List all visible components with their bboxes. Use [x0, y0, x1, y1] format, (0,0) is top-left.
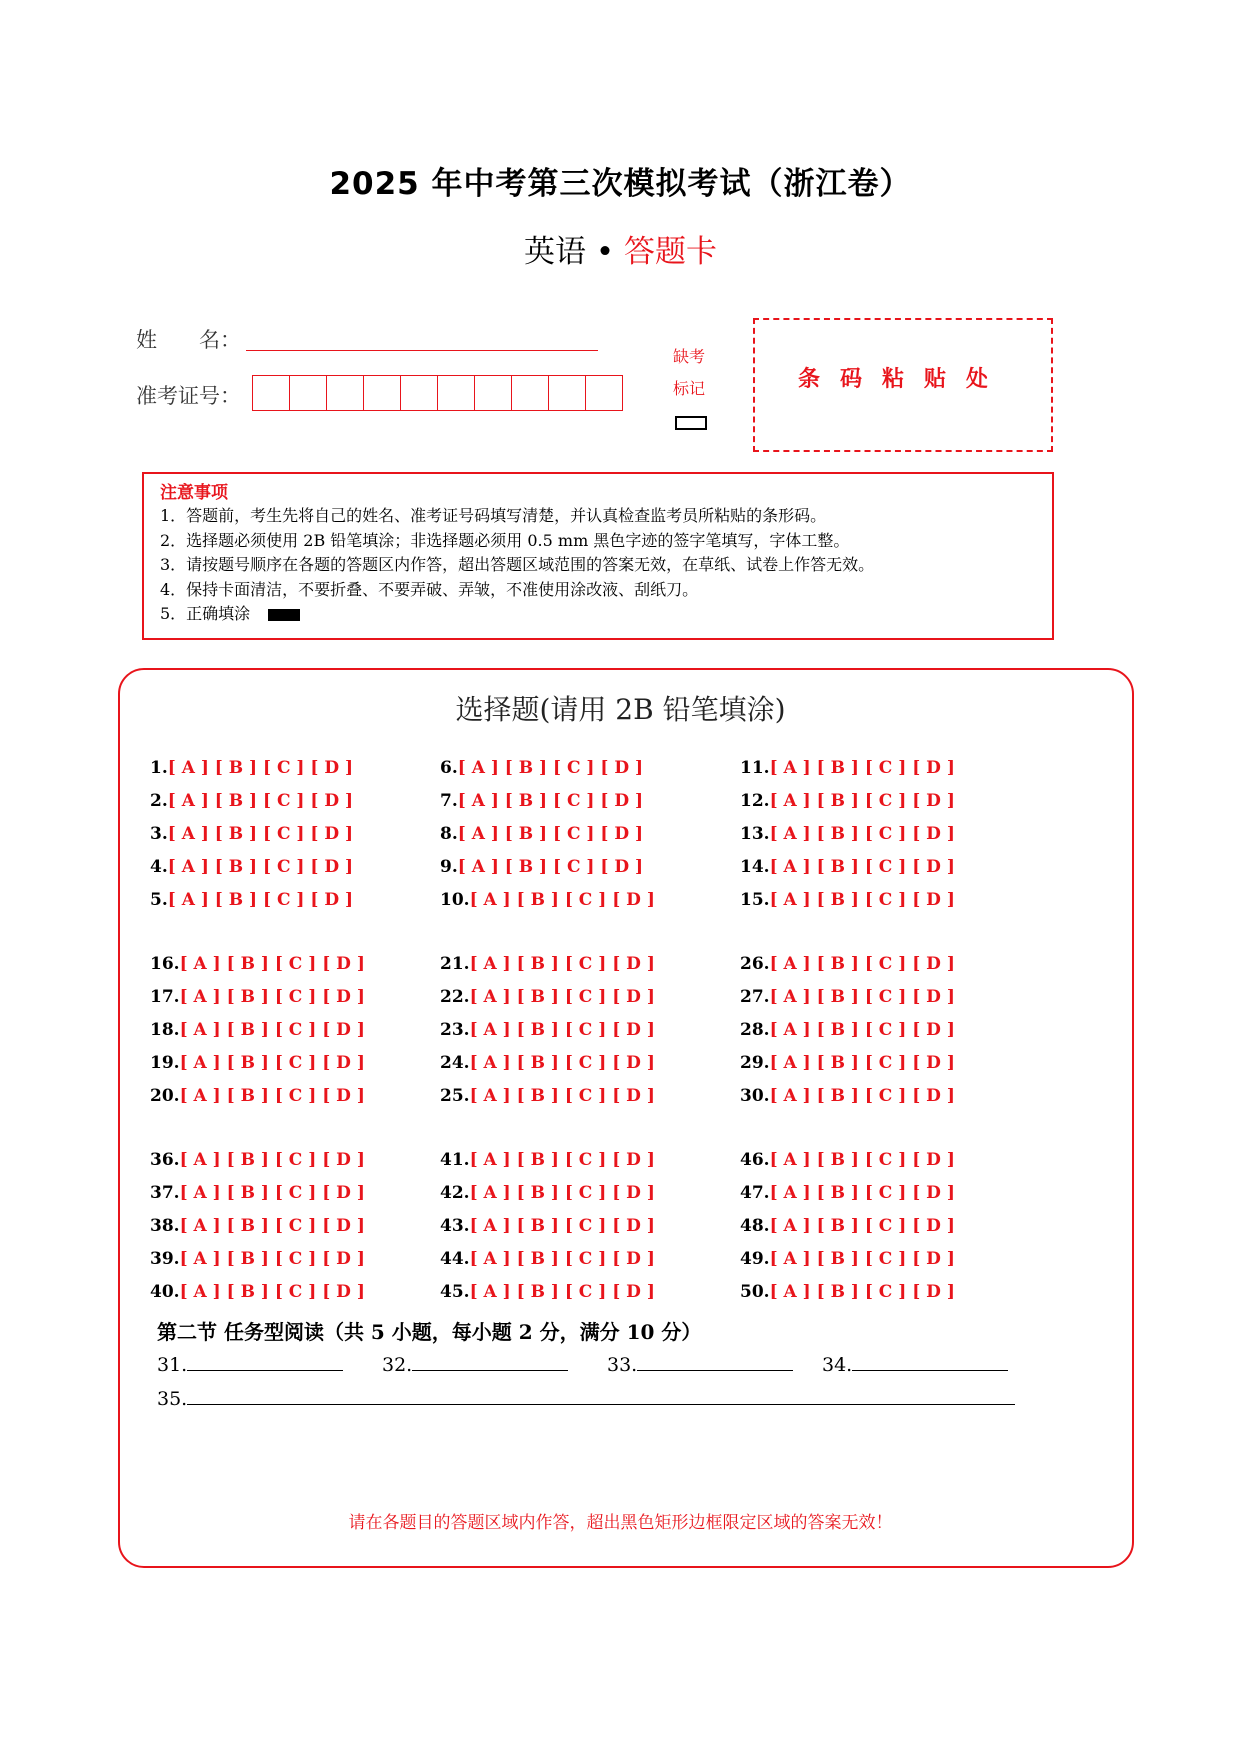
answer-34-line[interactable] [852, 1370, 1008, 1371]
question-row[interactable] [440, 1047, 720, 1080]
question-number: 25. [440, 1086, 470, 1106]
answer-options[interactable]: [ A ] [ B ] [ C ] [ D ] [769, 1282, 955, 1302]
answer-35[interactable] [157, 1388, 1015, 1410]
question-column [150, 948, 430, 1113]
question-number: 13. [740, 824, 770, 844]
question-row[interactable] [740, 1276, 1020, 1309]
question-row[interactable] [150, 1047, 430, 1080]
question-row[interactable] [150, 1144, 430, 1177]
answer-options[interactable]: [ A ] [ B ] [ C ] [ D ] [769, 824, 955, 844]
question-row[interactable] [740, 1177, 1020, 1210]
id-digit-box[interactable] [289, 375, 327, 411]
notice-item: 2．选择题必须使用 2B 铅笔填涂；非选择题必须用 0.5 mm 黑色字迹的签字笔填写，字体工整。 [160, 530, 850, 550]
name-label: 姓 名： [136, 328, 241, 352]
answer-options[interactable]: [ A ] [ B ] [ C ] [ D ] [469, 1183, 655, 1203]
id-digit-box[interactable] [437, 375, 475, 411]
question-row[interactable] [440, 884, 720, 917]
id-digit-box[interactable] [326, 375, 364, 411]
question-row[interactable] [740, 1210, 1020, 1243]
question-number: 46. [740, 1150, 770, 1170]
id-digit-box[interactable] [252, 375, 290, 411]
question-number: 17. [150, 987, 180, 1007]
answer-options[interactable]: [ A ] [ B ] [ C ] [ D ] [179, 1183, 365, 1203]
question-row[interactable] [150, 948, 430, 981]
question-number: 41. [440, 1150, 470, 1170]
answer-options[interactable]: [ A ] [ B ] [ C ] [ D ] [769, 1249, 955, 1269]
question-row[interactable] [150, 1014, 430, 1047]
question-row[interactable] [740, 851, 1020, 884]
question-number: 6. [440, 758, 458, 778]
answer-options[interactable]: [ A ] [ B ] [ C ] [ D ] [469, 1282, 655, 1302]
answer-options[interactable]: [ A ] [ B ] [ C ] [ D ] [769, 1216, 955, 1236]
question-number: 12. [740, 791, 770, 811]
question-row[interactable] [150, 1177, 430, 1210]
answer-33[interactable] [607, 1354, 793, 1376]
question-number: 48. [740, 1216, 770, 1236]
answer-options[interactable]: [ A ] [ B ] [ C ] [ D ] [167, 758, 354, 778]
question-number: 20. [150, 1086, 180, 1106]
answer-options[interactable]: [ A ] [ B ] [ C ] [ D ] [179, 954, 365, 974]
answer-options[interactable]: [ A ] [ B ] [ C ] [ D ] [179, 1282, 365, 1302]
answer-options[interactable]: [ A ] [ B ] [ C ] [ D ] [769, 791, 955, 811]
answer-options[interactable]: [ A ] [ B ] [ C ] [ D ] [179, 987, 365, 1007]
question-row[interactable] [740, 818, 1020, 851]
id-digit-box[interactable] [511, 375, 549, 411]
absent-mark-box[interactable] [675, 416, 707, 430]
barcode-label: 条码粘贴处 [797, 367, 1008, 392]
barcode-area [753, 318, 1053, 452]
answer-options[interactable]: [ A ] [ B ] [ C ] [ D ] [469, 1053, 655, 1073]
answer-31-label: 31. [157, 1354, 188, 1376]
answer-options[interactable]: [ A ] [ B ] [ C ] [ D ] [769, 857, 955, 877]
answer-31[interactable] [157, 1354, 343, 1376]
question-number: 14. [740, 857, 770, 877]
answer-33-label: 33. [607, 1354, 638, 1376]
answer-34-label: 34. [822, 1354, 853, 1376]
question-number: 36. [150, 1150, 180, 1170]
question-number: 37. [150, 1183, 180, 1203]
page-title: 2025 年中考第三次模拟考试（浙江卷） [329, 166, 912, 202]
question-number: 43. [440, 1216, 470, 1236]
answer-31-line[interactable] [187, 1370, 343, 1371]
answer-options[interactable]: [ A ] [ B ] [ C ] [ D ] [769, 1086, 955, 1106]
question-row[interactable] [740, 752, 1020, 785]
exam-id-label: 准考证号： [136, 384, 241, 408]
id-digit-box[interactable] [400, 375, 438, 411]
question-column [740, 752, 1020, 917]
question-column [150, 1144, 430, 1309]
answer-options[interactable]: [ A ] [ B ] [ C ] [ D ] [769, 1020, 955, 1040]
question-number: 45. [440, 1282, 470, 1302]
question-row[interactable] [150, 1080, 430, 1113]
absent-mark-label-2: 标记 [672, 379, 705, 398]
question-number: 44. [440, 1249, 470, 1269]
question-number: 30. [740, 1086, 770, 1106]
question-column [440, 948, 720, 1113]
id-digit-box[interactable] [363, 375, 401, 411]
answer-35-line[interactable] [187, 1404, 1015, 1405]
answer-options[interactable]: [ A ] [ B ] [ C ] [ D ] [457, 857, 644, 877]
notice-title: 注意事项 [160, 483, 228, 503]
question-number: 18. [150, 1020, 180, 1040]
answer-33-line[interactable] [637, 1370, 793, 1371]
question-row[interactable] [440, 981, 720, 1014]
question-row[interactable] [740, 1144, 1020, 1177]
answer-options[interactable]: [ A ] [ B ] [ C ] [ D ] [469, 1086, 655, 1106]
notice-item-text: 5．正确填涂 [160, 604, 251, 623]
question-number: 16. [150, 954, 180, 974]
question-number: 11. [740, 758, 770, 778]
answer-options[interactable]: [ A ] [ B ] [ C ] [ D ] [769, 954, 955, 974]
answer-options[interactable]: [ A ] [ B ] [ C ] [ D ] [769, 758, 955, 778]
answer-options[interactable]: [ A ] [ B ] [ C ] [ D ] [179, 1053, 365, 1073]
answer-options[interactable]: [ A ] [ B ] [ C ] [ D ] [469, 987, 655, 1007]
id-digit-box[interactable] [474, 375, 512, 411]
notice-item: 1．答题前，考生先将自己的姓名、准考证号码填写清楚，并认真检查监考员所粘贴的条形码。 [160, 506, 827, 525]
correct-fill-example [268, 609, 300, 621]
answer-options[interactable]: [ A ] [ B ] [ C ] [ D ] [469, 1216, 655, 1236]
answer-options[interactable]: [ A ] [ B ] [ C ] [ D ] [167, 824, 354, 844]
answer-options[interactable]: [ A ] [ B ] [ C ] [ D ] [469, 1150, 655, 1170]
question-row[interactable] [150, 752, 430, 785]
choice-section-title: 选择题(请用 2B 铅笔填涂) [455, 693, 786, 726]
answer-options[interactable]: [ A ] [ B ] [ C ] [ D ] [469, 1249, 655, 1269]
question-number: 19. [150, 1053, 180, 1073]
answer-32-label: 32. [382, 1354, 413, 1376]
question-row[interactable] [440, 785, 720, 818]
answer-options[interactable]: [ A ] [ B ] [ C ] [ D ] [769, 890, 955, 910]
question-number: 1. [150, 758, 168, 778]
question-number: 2. [150, 791, 168, 811]
question-row[interactable] [740, 1014, 1020, 1047]
notice-box [142, 472, 1054, 640]
answer-options[interactable]: [ A ] [ B ] [ C ] [ D ] [457, 791, 644, 811]
question-number: 27. [740, 987, 770, 1007]
exam-id-boxes[interactable] [253, 375, 623, 411]
answer-32[interactable] [382, 1354, 568, 1376]
question-row[interactable] [440, 1014, 720, 1047]
question-number: 50. [740, 1282, 770, 1302]
question-number: 49. [740, 1249, 770, 1269]
question-row[interactable] [440, 818, 720, 851]
question-number: 29. [740, 1053, 770, 1073]
answer-options[interactable]: [ A ] [ B ] [ C ] [ D ] [457, 824, 644, 844]
id-digit-box[interactable] [548, 375, 586, 411]
question-number: 10. [440, 890, 470, 910]
question-number: 5. [150, 890, 168, 910]
question-row[interactable] [740, 884, 1020, 917]
question-row[interactable] [150, 851, 430, 884]
answer-options[interactable]: [ A ] [ B ] [ C ] [ D ] [769, 987, 955, 1007]
answer-options[interactable]: [ A ] [ B ] [ C ] [ D ] [179, 1020, 365, 1040]
question-row[interactable] [150, 884, 430, 917]
question-number: 4. [150, 857, 168, 877]
question-row[interactable] [740, 1047, 1020, 1080]
notice-item: 4．保持卡面清洁，不要折叠、不要弄破、弄皱，不准使用涂改液、刮纸刀。 [160, 579, 699, 599]
question-row[interactable] [740, 1243, 1020, 1276]
page-subtitle [0, 226, 1241, 271]
question-column [150, 752, 430, 917]
question-number: 28. [740, 1020, 770, 1040]
question-row[interactable] [150, 818, 430, 851]
question-column [740, 948, 1020, 1113]
question-column [740, 1144, 1020, 1309]
question-number: 21. [440, 954, 470, 974]
question-row[interactable] [150, 785, 430, 818]
question-row[interactable] [440, 1210, 720, 1243]
question-number: 22. [440, 987, 470, 1007]
question-column [440, 1144, 720, 1309]
question-row[interactable] [440, 1080, 720, 1113]
question-row[interactable] [440, 948, 720, 981]
notice-item [160, 602, 1036, 627]
footer-note: 请在各题目的答题区域内作答，超出黑色矩形边框限定区域的答案无效！ [348, 1513, 893, 1533]
question-number: 38. [150, 1216, 180, 1236]
question-column [440, 752, 720, 917]
question-number: 40. [150, 1282, 180, 1302]
question-number: 42. [440, 1183, 470, 1203]
question-number: 15. [740, 890, 770, 910]
question-row[interactable] [440, 1243, 720, 1276]
question-number: 3. [150, 824, 168, 844]
answer-options[interactable]: [ A ] [ B ] [ C ] [ D ] [469, 1020, 655, 1040]
question-row[interactable] [740, 948, 1020, 981]
answer-35-label: 35. [157, 1388, 188, 1410]
part2-title: 第二节 任务型阅读（共 5 小题，每小题 2 分，满分 10 分） [157, 1320, 702, 1344]
answer-options[interactable]: [ A ] [ B ] [ C ] [ D ] [769, 1150, 955, 1170]
answer-options[interactable]: [ A ] [ B ] [ C ] [ D ] [469, 954, 655, 974]
question-row[interactable] [740, 785, 1020, 818]
question-row[interactable] [740, 981, 1020, 1014]
answer-options[interactable]: [ A ] [ B ] [ C ] [ D ] [179, 1249, 365, 1269]
question-row[interactable] [440, 1177, 720, 1210]
question-row[interactable] [150, 981, 430, 1014]
absent-mark-label-1: 缺考 [672, 347, 705, 366]
question-number: 47. [740, 1183, 770, 1203]
question-row[interactable] [440, 1276, 720, 1309]
id-digit-box[interactable] [585, 375, 623, 411]
answer-card-label: 答题卡 [624, 234, 717, 270]
question-number: 9. [440, 857, 458, 877]
answer-32-line[interactable] [412, 1370, 568, 1371]
question-row[interactable] [150, 1243, 430, 1276]
answer-options[interactable]: [ A ] [ B ] [ C ] [ D ] [769, 1053, 955, 1073]
question-number: 26. [740, 954, 770, 974]
answer-options[interactable]: [ A ] [ B ] [ C ] [ D ] [179, 1086, 365, 1106]
question-row[interactable] [440, 851, 720, 884]
answer-options[interactable]: [ A ] [ B ] [ C ] [ D ] [167, 890, 354, 910]
question-number: 24. [440, 1053, 470, 1073]
question-number: 23. [440, 1020, 470, 1040]
question-row[interactable] [150, 1276, 430, 1309]
answer-options[interactable]: [ A ] [ B ] [ C ] [ D ] [167, 791, 354, 811]
question-number: 8. [440, 824, 458, 844]
question-number: 39. [150, 1249, 180, 1269]
answer-options[interactable]: [ A ] [ B ] [ C ] [ D ] [469, 890, 655, 910]
question-row[interactable] [440, 1144, 720, 1177]
question-number: 7. [440, 791, 458, 811]
name-field[interactable] [246, 350, 598, 351]
answer-options[interactable]: [ A ] [ B ] [ C ] [ D ] [167, 857, 354, 877]
answer-options[interactable]: [ A ] [ B ] [ C ] [ D ] [769, 1183, 955, 1203]
subject-label: 英语 • [524, 234, 624, 270]
notice-item: 3．请按题号顺序在各题的答题区内作答，超出答题区域范围的答案无效，在草纸、试卷上作答无效。 [160, 555, 875, 574]
answer-options[interactable]: [ A ] [ B ] [ C ] [ D ] [457, 758, 644, 778]
answer-options[interactable]: [ A ] [ B ] [ C ] [ D ] [179, 1150, 365, 1170]
question-row[interactable] [440, 752, 720, 785]
question-row[interactable] [150, 1210, 430, 1243]
question-row[interactable] [740, 1080, 1020, 1113]
answer-34[interactable] [822, 1354, 1008, 1376]
answer-options[interactable]: [ A ] [ B ] [ C ] [ D ] [179, 1216, 365, 1236]
